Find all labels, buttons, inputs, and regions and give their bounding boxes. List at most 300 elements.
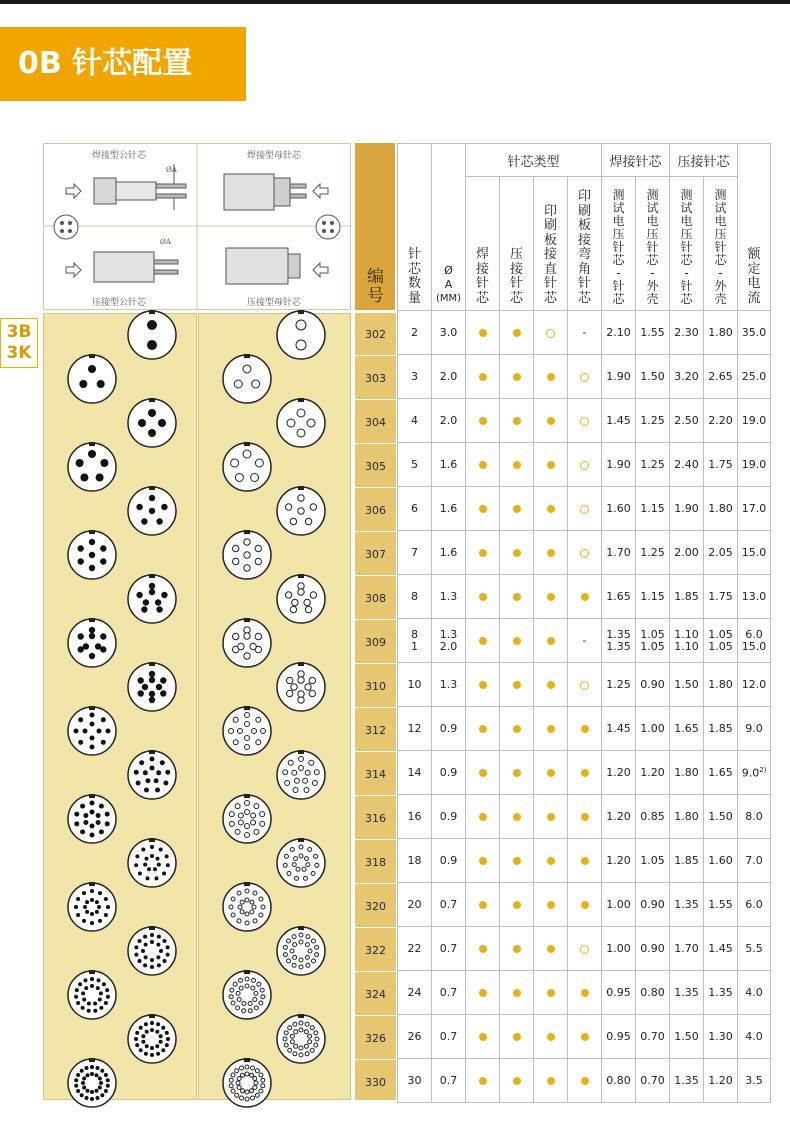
current-cell xyxy=(738,751,771,795)
male-pin-layout-icon xyxy=(66,441,118,493)
current-cell xyxy=(738,883,771,927)
type-pcb_b-cell: - xyxy=(568,619,602,663)
weld-pin-pin-cell xyxy=(602,883,636,927)
crimp-pin-pin-cell-value: 2.40 xyxy=(674,458,699,471)
weld-pin-pin-cell-value: 1.45 xyxy=(606,414,631,427)
type-pcb_b-cell xyxy=(568,399,602,443)
current-cell-value-2: 15.0 xyxy=(741,639,767,653)
current-cell-value: 7.0 xyxy=(745,854,763,867)
code-cell: 324 xyxy=(355,973,396,1016)
type-pcb_s-cell xyxy=(534,311,568,355)
available-dot-icon xyxy=(479,505,487,513)
crimp-pin-shell-cell xyxy=(704,751,738,795)
current-cell xyxy=(738,399,771,443)
type-pcb_b-cell xyxy=(568,927,602,971)
current-cell xyxy=(738,663,771,707)
crimp-pin-pin-cell-value: 1.80 xyxy=(674,810,699,823)
table-row xyxy=(398,311,771,355)
type-pcb_b-cell xyxy=(568,531,602,575)
current-cell xyxy=(738,443,771,487)
header-type-pcb-straight xyxy=(534,177,568,311)
weld-pin-shell-cell-value: 1.20 xyxy=(640,766,665,779)
available-dot-icon xyxy=(581,857,589,865)
available-dot-icon xyxy=(479,1033,487,1041)
table-row xyxy=(398,751,771,795)
available-dot-icon xyxy=(581,593,589,601)
weld-pin-pin-cell-value: 1.20 xyxy=(606,854,631,867)
type-weld-cell xyxy=(466,531,500,575)
crimp-pin-pin-cell xyxy=(670,883,704,927)
pin-count-cell xyxy=(398,575,432,619)
available-dot-icon xyxy=(479,945,487,953)
label-crimp-male: 压接型公针芯 xyxy=(92,298,147,308)
crimp-pin-pin-cell-value: 1.85 xyxy=(674,854,699,867)
crimp-pin-shell-cell-value: 1.35 xyxy=(708,986,733,999)
code-cell: 312 xyxy=(355,709,396,752)
diameter-cell-value: 1.6 xyxy=(439,458,458,471)
table-row xyxy=(398,707,771,751)
crimp-pin-shell-cell xyxy=(704,399,738,443)
code-cell: 305 xyxy=(355,445,396,488)
weld-pin-pin-cell-value: 1.90 xyxy=(606,370,631,383)
type-weld-cell xyxy=(466,311,500,355)
header-pin-count xyxy=(398,144,432,311)
type-weld-cell xyxy=(466,355,500,399)
crimp-pin-pin-cell xyxy=(670,795,704,839)
table-row xyxy=(398,971,771,1015)
crimp-pin-pin-cell xyxy=(670,971,704,1015)
male-pin-layout-icon xyxy=(66,1057,118,1109)
crimp-pin-pin-cell xyxy=(670,751,704,795)
crimp-pin-shell-cell xyxy=(704,707,738,751)
weld-pin-pin-cell-value: 1.25 xyxy=(606,678,631,691)
pin-count-cell xyxy=(398,839,432,883)
weld-pin-shell-cell xyxy=(636,1015,670,1059)
available-dot-icon xyxy=(513,901,521,909)
available-dot-icon xyxy=(479,901,487,909)
weld-pin-shell-cell xyxy=(636,927,670,971)
table-row xyxy=(398,1059,771,1103)
crimp-pin-pin-cell xyxy=(670,1059,704,1103)
pin-count-cell-value-2: 1 xyxy=(411,639,418,653)
type-weld-cell xyxy=(466,707,500,751)
weld-pin-shell-cell xyxy=(636,663,670,707)
code-cell: 326 xyxy=(355,1017,396,1060)
female-pin-layout-icon xyxy=(275,925,327,977)
pin-count-cell-value: 4 xyxy=(411,414,418,427)
footnote-ref: 2) xyxy=(759,765,767,774)
current-cell-value: 4.0 xyxy=(745,1030,763,1043)
page-title: 0B 针芯配置 xyxy=(0,27,246,101)
male-pin-layout-icon xyxy=(66,969,118,1021)
type-pcb_s-cell xyxy=(534,355,568,399)
available-dot-icon xyxy=(547,417,555,425)
current-cell-value: 5.5 xyxy=(745,942,763,955)
crimp-pin-shell-cell-value: 2.20 xyxy=(708,414,733,427)
weld-pin-pin-cell-value: 1.00 xyxy=(606,942,631,955)
weld-pin-shell-cell-value-2: 1.05 xyxy=(640,639,665,653)
weld-pin-shell-cell-value: 1.50 xyxy=(640,370,665,383)
header-weld-pin-pin-text: 测试电压针芯-针芯 xyxy=(612,188,625,306)
available-dot-icon xyxy=(513,373,521,381)
available-dot-icon xyxy=(547,1077,555,1085)
female-pin-layout-icon xyxy=(221,529,273,581)
diameter-cell-value: 1.3 xyxy=(439,678,458,691)
type-pcb_s-cell xyxy=(534,927,568,971)
crimp-pin-shell-cell xyxy=(704,1059,738,1103)
weld-pin-shell-cell-value: 0.85 xyxy=(640,810,665,823)
current-cell xyxy=(738,311,771,355)
weld-pin-shell-cell-value: 1.25 xyxy=(640,414,665,427)
type-pcb_s-cell xyxy=(534,575,568,619)
female-pin-layout-icon xyxy=(275,309,327,361)
header-crimp-pin-pin-text: 测试电压针芯-针芯 xyxy=(680,188,693,306)
weld-pin-pin-cell xyxy=(602,1059,636,1103)
dim-label-bottom: ØA xyxy=(160,238,171,246)
weld-pin-shell-cell-value: 0.70 xyxy=(640,1074,665,1087)
label-crimp-female: 压接型母针芯 xyxy=(247,298,302,308)
diameter-cell xyxy=(432,311,466,355)
crimp-pin-pin-cell-value: 1.80 xyxy=(674,766,699,779)
type-pcb_s-cell xyxy=(534,399,568,443)
pin-count-cell xyxy=(398,619,432,663)
type-pcb_b-cell xyxy=(568,707,602,751)
available-dot-icon xyxy=(581,901,589,909)
diameter-cell-value: 0.7 xyxy=(439,1074,458,1087)
spec-table xyxy=(397,143,771,1103)
crimp-pin-pin-cell-value: 3.20 xyxy=(674,370,699,383)
crimp-pin-pin-cell-value: 1.35 xyxy=(674,1074,699,1087)
crimp-pin-pin-cell-value: 1.50 xyxy=(674,678,699,691)
type-crimp-cell xyxy=(500,927,534,971)
current-cell-value: 12.0 xyxy=(741,678,767,691)
female-pin-layout-icon xyxy=(221,617,273,669)
current-cell xyxy=(738,707,771,751)
crimp-pin-pin-cell xyxy=(670,355,704,399)
available-dot-icon xyxy=(479,549,487,557)
weld-pin-shell-cell-value: 0.80 xyxy=(640,986,665,999)
table-row xyxy=(398,1015,771,1059)
header-type-pcb-bent-text: 印刷板接弯角针芯 xyxy=(578,189,592,306)
type-pcb_s-cell xyxy=(534,751,568,795)
available-dot-icon xyxy=(547,593,555,601)
available-dot-icon xyxy=(513,549,521,557)
weld-pin-shell-cell-value: 1.00 xyxy=(640,722,665,735)
diameter-cell xyxy=(432,927,466,971)
pin-count-cell-value: 20 xyxy=(407,898,422,911)
current-cell xyxy=(738,839,771,883)
current-cell-value: 13.0 xyxy=(741,590,767,603)
type-pcb_s-cell xyxy=(534,839,568,883)
type-pcb_b-cell xyxy=(568,751,602,795)
type-pcb_s-cell xyxy=(534,663,568,707)
type-weld-cell xyxy=(466,1059,500,1103)
type-pcb_s-cell xyxy=(534,795,568,839)
available-dot-icon xyxy=(479,417,487,425)
crimp-pin-pin-cell xyxy=(670,487,704,531)
diameter-cell xyxy=(432,1015,466,1059)
header-group-weld: 焊接针芯 xyxy=(602,144,670,177)
weld-pin-pin-cell xyxy=(602,707,636,751)
diameter-cell xyxy=(432,883,466,927)
weld-pin-shell-cell xyxy=(636,619,670,663)
available-dot-icon xyxy=(513,505,521,513)
available-dot-icon xyxy=(479,681,487,689)
header-crimp-pin-pin xyxy=(670,177,704,311)
female-pin-layout-icon xyxy=(221,969,273,1021)
diameter-cell-value: 0.7 xyxy=(439,1030,458,1043)
pin-count-cell xyxy=(398,355,432,399)
crimp-pin-shell-cell xyxy=(704,663,738,707)
type-pcb_b-cell xyxy=(568,971,602,1015)
table-row xyxy=(398,883,771,927)
type-pcb_s-cell xyxy=(534,1015,568,1059)
type-weld-cell xyxy=(466,883,500,927)
type-crimp-cell xyxy=(500,883,534,927)
current-cell xyxy=(738,575,771,619)
current-cell-value: 19.0 xyxy=(741,458,767,471)
available-dot-icon xyxy=(479,813,487,821)
weld-pin-pin-cell-value: 1.20 xyxy=(606,766,631,779)
series-3b: 3B xyxy=(6,322,32,342)
type-crimp-cell xyxy=(500,971,534,1015)
crimp-pin-shell-cell-value: 1.85 xyxy=(708,722,733,735)
label-weld-male: 焊接型公针芯 xyxy=(92,151,147,161)
pin-count-cell-value: 26 xyxy=(407,1030,422,1043)
diameter-cell xyxy=(432,1059,466,1103)
diameter-cell-value: 0.7 xyxy=(439,942,458,955)
male-pin-layout-icon xyxy=(66,529,118,581)
type-pcb_s-cell xyxy=(534,487,568,531)
type-weld-cell xyxy=(466,575,500,619)
available-dot-icon xyxy=(479,329,487,337)
table-row xyxy=(398,795,771,839)
crimp-pin-pin-cell-value-2: 1.10 xyxy=(674,639,699,653)
available-dot-icon xyxy=(547,461,555,469)
available-dot-icon xyxy=(547,857,555,865)
available-dot-icon xyxy=(581,989,589,997)
pin-count-cell xyxy=(398,883,432,927)
weld-pin-pin-cell-value: 1.90 xyxy=(606,458,631,471)
weld-pin-pin-cell xyxy=(602,311,636,355)
code-cell: 318 xyxy=(355,841,396,884)
female-pin-layout-icon xyxy=(275,661,327,713)
optional-ring-icon xyxy=(580,461,589,470)
crimp-pin-pin-cell-value: 1.10 xyxy=(674,627,699,641)
top-rule xyxy=(0,0,790,4)
diameter-cell-value: 1.3 xyxy=(439,590,458,603)
code-cell: 310 xyxy=(355,665,396,708)
crimp-pin-shell-cell xyxy=(704,311,738,355)
header-crimp-pin-shell xyxy=(704,177,738,311)
diameter-cell-value: 1.6 xyxy=(439,502,458,515)
crimp-pin-shell-cell-value: 1.50 xyxy=(708,810,733,823)
code-cell: 316 xyxy=(355,797,396,840)
crimp-pin-pin-cell-value: 1.90 xyxy=(674,502,699,515)
current-cell-value: 6.0 xyxy=(745,898,763,911)
pin-count-cell xyxy=(398,443,432,487)
code-cell: 304 xyxy=(355,401,396,444)
weld-pin-pin-cell xyxy=(602,927,636,971)
weld-pin-shell-cell xyxy=(636,575,670,619)
weld-pin-shell-cell xyxy=(636,707,670,751)
table-row xyxy=(398,487,771,531)
table-row xyxy=(398,443,771,487)
weld-pin-shell-cell xyxy=(636,487,670,531)
available-dot-icon xyxy=(479,593,487,601)
current-cell-value: 25.0 xyxy=(741,370,767,383)
available-dot-icon xyxy=(547,681,555,689)
available-dot-icon xyxy=(479,637,487,645)
diameter-cell-value: 1.3 xyxy=(439,627,458,641)
crimp-pin-shell-cell xyxy=(704,883,738,927)
weld-pin-pin-cell-value: 0.95 xyxy=(606,986,631,999)
optional-ring-icon xyxy=(580,417,589,426)
dim-label-top: ØA xyxy=(166,166,177,174)
header-group-crimp: 压接针芯 xyxy=(670,144,738,177)
current-cell xyxy=(738,927,771,971)
pin-count-cell-value: 7 xyxy=(411,546,418,559)
header-dia-unit: (MM) xyxy=(435,293,462,304)
type-crimp-cell xyxy=(500,487,534,531)
type-pcb_b-cell xyxy=(568,1015,602,1059)
available-dot-icon xyxy=(547,549,555,557)
available-dot-icon xyxy=(513,945,521,953)
weld-pin-shell-cell xyxy=(636,839,670,883)
pin-count-cell-value: 2 xyxy=(411,326,418,339)
type-crimp-cell xyxy=(500,619,534,663)
weld-pin-shell-cell-value: 0.90 xyxy=(640,678,665,691)
header-type-crimp xyxy=(500,177,534,311)
pin-count-cell xyxy=(398,487,432,531)
type-pcb_b-cell xyxy=(568,355,602,399)
optional-ring-icon xyxy=(546,329,555,338)
male-pin-layout-icon xyxy=(126,1013,178,1065)
type-crimp-cell xyxy=(500,443,534,487)
male-pin-layout-icon xyxy=(66,793,118,845)
male-pin-layout-icon xyxy=(126,661,178,713)
crimp-pin-shell-cell xyxy=(704,839,738,883)
available-dot-icon xyxy=(513,1077,521,1085)
diameter-cell xyxy=(432,531,466,575)
crimp-pin-shell-cell-value: 1.75 xyxy=(708,590,733,603)
current-cell xyxy=(738,619,771,663)
code-cell: 309 xyxy=(355,621,396,664)
type-pcb_b-cell xyxy=(568,795,602,839)
available-dot-icon xyxy=(513,813,521,821)
crimp-pin-shell-cell-value: 1.60 xyxy=(708,854,733,867)
pin-count-cell xyxy=(398,531,432,575)
header-type-crimp-text: 压接针芯 xyxy=(510,247,524,306)
pin-count-cell xyxy=(398,707,432,751)
code-cell: 314 xyxy=(355,753,396,796)
header-current-text: 额定电流 xyxy=(747,247,761,306)
weld-pin-pin-cell xyxy=(602,355,636,399)
type-pcb_b-cell xyxy=(568,883,602,927)
type-pcb_b-cell xyxy=(568,1059,602,1103)
type-crimp-cell xyxy=(500,399,534,443)
female-pin-layout-icon xyxy=(275,749,327,801)
available-dot-icon xyxy=(479,725,487,733)
weld-pin-pin-cell xyxy=(602,971,636,1015)
type-crimp-cell xyxy=(500,707,534,751)
available-dot-icon xyxy=(513,329,521,337)
crimp-pin-shell-cell-value: 1.75 xyxy=(708,458,733,471)
available-dot-icon xyxy=(547,637,555,645)
pin-count-cell-value: 10 xyxy=(407,678,422,691)
header-weld-pin-shell xyxy=(636,177,670,311)
table-row xyxy=(398,399,771,443)
crimp-pin-pin-cell xyxy=(670,707,704,751)
type-pcb_b-cell xyxy=(568,839,602,883)
diameter-cell xyxy=(432,751,466,795)
diameter-cell xyxy=(432,971,466,1015)
crimp-pin-pin-cell-value: 2.30 xyxy=(674,326,699,339)
header-weld-pin-shell-text: 测试电压针芯-外壳 xyxy=(646,188,659,306)
available-dot-icon xyxy=(479,1077,487,1085)
weld-pin-pin-cell-value: 1.00 xyxy=(606,898,631,911)
crimp-pin-pin-cell xyxy=(670,399,704,443)
pin-count-cell-value: 14 xyxy=(407,766,422,779)
crimp-pin-pin-cell-value: 1.50 xyxy=(674,1030,699,1043)
optional-ring-icon xyxy=(580,945,589,954)
crimp-pin-shell-cell xyxy=(704,531,738,575)
type-crimp-cell xyxy=(500,1059,534,1103)
type-pcb_b-cell xyxy=(568,663,602,707)
current-cell-value: 6.0 xyxy=(745,627,763,641)
crimp-pin-pin-cell xyxy=(670,663,704,707)
type-crimp-cell xyxy=(500,795,534,839)
type-pcb_b-cell xyxy=(568,443,602,487)
available-dot-icon xyxy=(479,373,487,381)
diameter-cell-value: 0.7 xyxy=(439,986,458,999)
current-cell-value: 35.0 xyxy=(741,326,767,339)
male-pin-layout-icon xyxy=(66,617,118,669)
diameter-cell-value-2: 2.0 xyxy=(439,639,458,653)
male-pin-layout-icon xyxy=(66,881,118,933)
weld-pin-shell-cell xyxy=(636,531,670,575)
connector-diagram-art xyxy=(44,144,350,309)
available-dot-icon xyxy=(547,373,555,381)
weld-pin-shell-cell-value: 1.25 xyxy=(640,546,665,559)
header-dia-a: A xyxy=(444,278,453,291)
type-weld-cell xyxy=(466,927,500,971)
header-pin-count-text: 针芯数量 xyxy=(408,247,422,306)
available-dot-icon xyxy=(479,989,487,997)
available-dot-icon xyxy=(581,769,589,777)
crimp-pin-shell-cell xyxy=(704,927,738,971)
type-weld-cell xyxy=(466,487,500,531)
weld-pin-pin-cell-value: 1.35 xyxy=(606,627,631,641)
pin-count-cell xyxy=(398,1059,432,1103)
diameter-cell xyxy=(432,619,466,663)
header-type-weld-text: 焊接针芯 xyxy=(476,247,490,306)
crimp-pin-shell-cell-value: 2.65 xyxy=(708,370,733,383)
available-dot-icon xyxy=(513,857,521,865)
weld-pin-shell-cell xyxy=(636,795,670,839)
male-pin-layout-icon xyxy=(126,485,178,537)
diameter-cell-value: 0.9 xyxy=(439,766,458,779)
code-cell: 307 xyxy=(355,533,396,576)
pin-count-cell-value: 30 xyxy=(407,1074,422,1087)
diameter-cell xyxy=(432,443,466,487)
type-pcb_b-cell xyxy=(568,575,602,619)
crimp-pin-pin-cell xyxy=(670,927,704,971)
diameter-cell-value: 0.7 xyxy=(439,898,458,911)
weld-pin-pin-cell-value: 1.70 xyxy=(606,546,631,559)
crimp-pin-pin-cell xyxy=(670,443,704,487)
weld-pin-shell-cell xyxy=(636,971,670,1015)
